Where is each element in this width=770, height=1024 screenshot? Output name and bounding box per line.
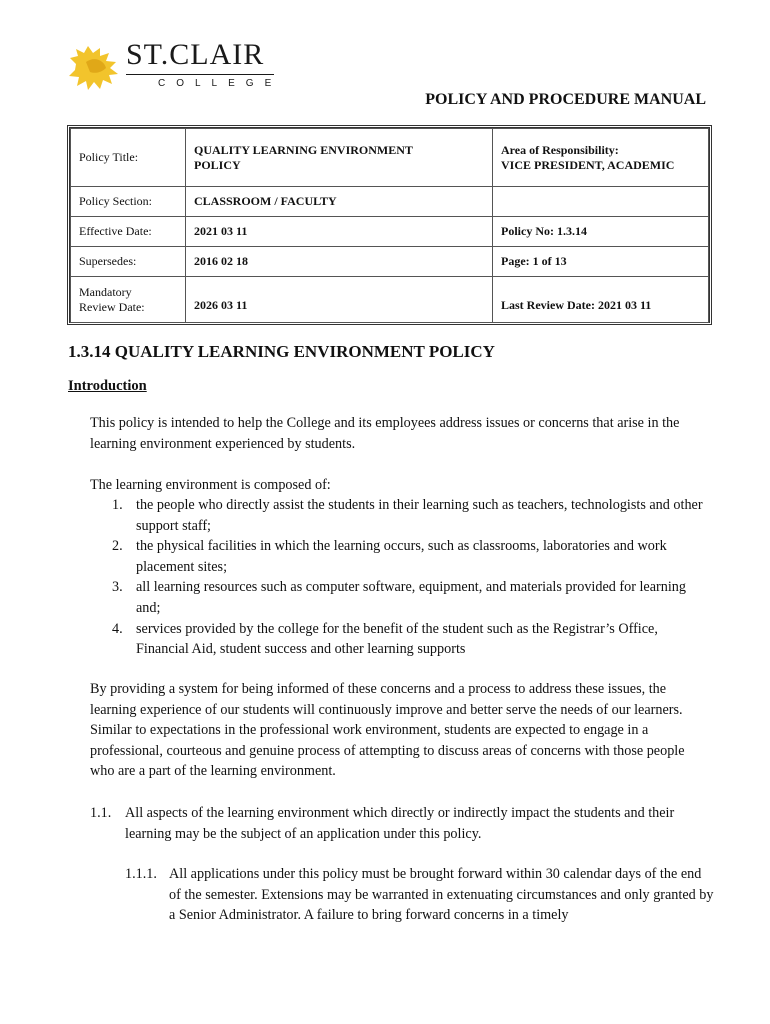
policy-number: Policy No: 1.3.14 [493,217,709,247]
effective-date-label: Effective Date: [71,217,186,247]
policy-heading: 1.3.14 QUALITY LEARNING ENVIRONMENT POLICY [68,342,495,361]
manual-title: POLICY AND PROCEDURE MANUAL [425,91,706,108]
supersedes-label: Supersedes: [71,247,186,277]
section-text: All applications under this policy must be brought forward within 30 calendar days of the end of the semester. Extensions may be warranted in extenuating circumstances and only granted by a Senior Administrator. A failure to bring forward concerns in a timely [169,866,714,924]
intro-paragraph: This policy is intended to help the College and its employees address issues or concerns that arise in the learning environment experienced by students. [90,415,680,452]
system-paragraph: By providing a system for being informed of these concerns and a process to address these issues, the learning experience of our students will continuously improve and better serve the needs of our learners. Similar to expectations in the professional work environment, students are expected to engage in a professional, courteous and genuine process of attempting to discuss areas of concerns with those people who are a part of the learning environment. [90,681,685,780]
policy-title-label: Policy Title: [71,129,186,187]
list-item: 4. services provided by the college for the benefit of the student such as the Registrar’s Office, Financial Aid, student success and other learning supports [112,620,658,658]
table-row [71,247,709,277]
empty-cell [493,187,709,217]
list-item: 1. the people who directly assist the students in their learning such as teachers, technologists and other support staff; [112,497,703,534]
college-logo [66,38,283,92]
effective-date-value: 2021 03 11 [186,217,493,247]
list-item: 3. all learning resources such as computer software, equipment, and materials provided for learning and; [112,579,686,616]
college-logo-mark-icon [66,44,126,92]
policy-section-value: CLASSROOM / FACULTY [186,187,493,217]
mandatory-review-label: Mandatory Review Date: [71,277,186,323]
section-number: 1.1. [90,805,112,821]
policy-info-table [67,125,712,325]
section-1-1 [90,803,712,844]
college-subtitle: COLLEGE [158,78,283,89]
policy-section-label: Policy Section: [71,187,186,217]
section-number: 1.1.1. [125,866,157,882]
college-name: ST.CLAIR [126,38,265,71]
introduction-heading: Introduction [68,378,147,394]
last-review-date: Last Review Date: 2021 03 11 [493,277,709,323]
table-row [71,217,709,247]
mandatory-review-value: 2026 03 11 [186,277,493,323]
section-1-1-1 [125,864,715,926]
page-count: Page: 1 of 13 [493,247,709,277]
table-row [71,277,709,323]
table-row [71,129,709,187]
area-of-responsibility: Area of Responsibility: VICE PRESIDENT, ACADEMIC [493,129,709,187]
logo-rule [126,74,274,75]
list-item: 2. the physical facilities in which the learning occurs, such as classrooms, laboratories and work placement sites; [112,538,667,575]
policy-title-value: QUALITY LEARNING ENVIRONMENT POLICY [186,129,493,187]
table-row [71,187,709,217]
environment-list [90,495,710,660]
composed-of-text: The learning environment is composed of: [90,477,331,493]
supersedes-value: 2016 02 18 [186,247,493,277]
section-text: All aspects of the learning environment which directly or indirectly impact the students and their learning may be the subject of an application under this policy. [125,805,675,842]
